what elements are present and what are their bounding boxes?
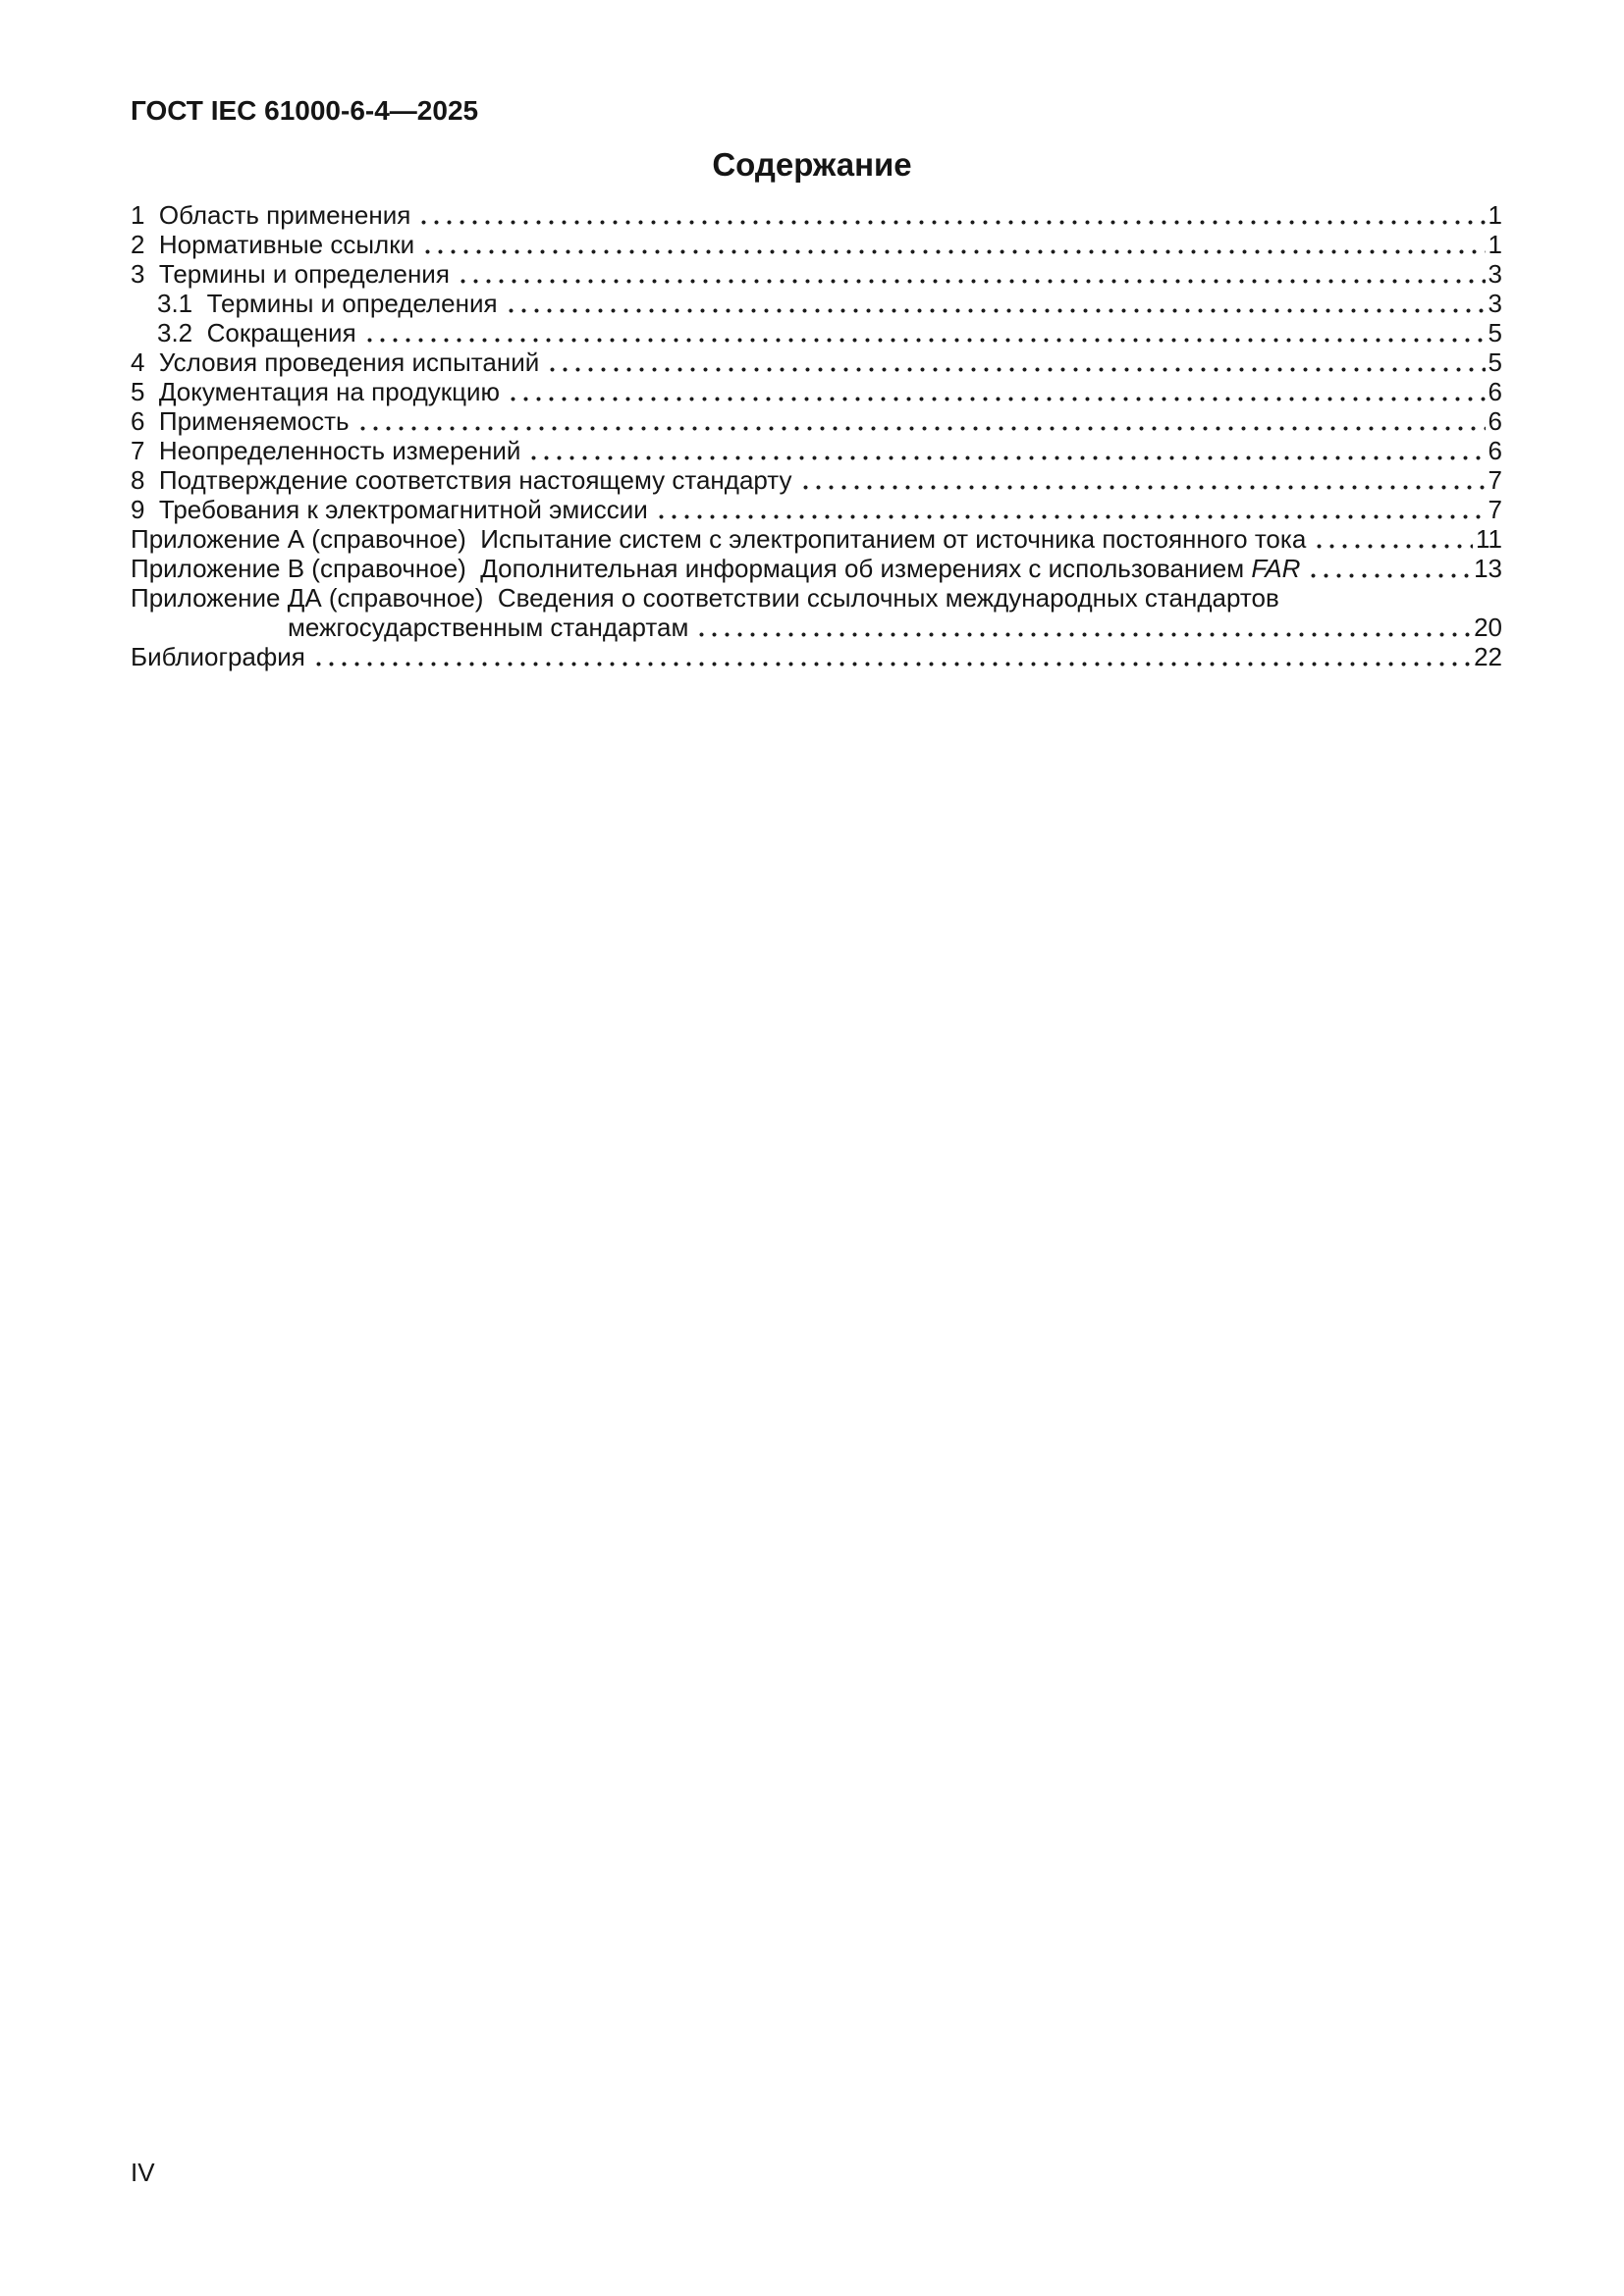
toc-page-number: 6 xyxy=(1488,406,1502,436)
toc-entry-label: 2 Нормативные ссылки xyxy=(131,230,415,259)
toc-entry-label: 3.2 Сокращения xyxy=(157,318,356,347)
toc-leader-dots xyxy=(417,219,1485,226)
toc-leader-dots xyxy=(421,248,1485,255)
toc-leader-dots xyxy=(546,366,1485,373)
toc-entry-label: Приложение А (справочное) Испытание систем с электропитанием от источника постоянного тока xyxy=(131,524,1307,554)
toc-page-number: 11 xyxy=(1476,524,1502,554)
toc-entry-label: 1 Область применения xyxy=(131,200,411,230)
toc-entry xyxy=(131,583,1502,613)
toc-page-number: 6 xyxy=(1488,377,1502,406)
toc-entry-label-text: Приложение В (справочное) Дополнительная информация об измерениях с использованием xyxy=(131,554,1252,583)
toc-entry-label: 4 Условия проведения испытаний xyxy=(131,347,540,377)
toc-entry xyxy=(131,200,1502,230)
toc-leader-dots xyxy=(1307,572,1471,579)
toc-entry-label: 5 Документация на продукцию xyxy=(131,377,501,406)
toc-page-number: 3 xyxy=(1488,289,1502,318)
toc-page-number: 7 xyxy=(1488,495,1502,524)
toc-entry xyxy=(131,377,1502,406)
toc-entry xyxy=(131,642,1502,671)
toc-entry xyxy=(131,289,1502,318)
toc-page-number: 20 xyxy=(1474,613,1502,642)
toc-page-number: 13 xyxy=(1474,554,1502,583)
table-of-contents xyxy=(131,200,1502,671)
toc-leader-dots xyxy=(507,396,1485,402)
toc-entry-label: Библиография xyxy=(131,642,305,671)
toc-leader-dots xyxy=(312,661,1471,667)
toc-entry xyxy=(131,230,1502,259)
toc-entry xyxy=(131,347,1502,377)
toc-entry xyxy=(131,406,1502,436)
toc-leader-dots xyxy=(505,307,1486,314)
page-title: Содержание xyxy=(712,146,912,183)
toc-page-number: 1 xyxy=(1488,230,1502,259)
document-header: ГОСТ IEC 61000-6-4—2025 xyxy=(131,95,479,126)
toc-leader-dots xyxy=(363,337,1486,344)
toc-entry xyxy=(131,436,1502,465)
toc-entry-label: 8 Подтверждение соответствия настоящему стандарту xyxy=(131,465,792,495)
toc-page-number: 7 xyxy=(1488,465,1502,495)
toc-entry xyxy=(131,495,1502,524)
toc-page-number: 5 xyxy=(1488,347,1502,377)
toc-leader-dots xyxy=(356,425,1486,432)
toc-entry-label: 6 Применяемость xyxy=(131,406,350,436)
toc-entry-label: межгосударственным стандартам xyxy=(288,613,689,642)
toc-leader-dots xyxy=(695,631,1471,638)
toc-entry xyxy=(131,259,1502,289)
toc-entry-label: 7 Неопределенность измерений xyxy=(131,436,521,465)
toc-entry xyxy=(131,318,1502,347)
toc-entry-label: 9 Требования к электромагнитной эмиссии xyxy=(131,495,648,524)
toc-leader-dots xyxy=(655,513,1486,520)
toc-page-number: 5 xyxy=(1488,318,1502,347)
toc-entry-label: Приложение ДА (справочное) Сведения о соответствии ссылочных международных стандартов xyxy=(131,583,1279,613)
toc-entry-label: 3.1 Термины и определения xyxy=(157,289,498,318)
toc-entry xyxy=(131,524,1502,554)
toc-leader-dots xyxy=(1313,543,1473,550)
toc-entry-label: 3 Термины и определения xyxy=(131,259,450,289)
toc-entry-label-italic: FAR xyxy=(1251,554,1301,583)
toc-entry-continuation xyxy=(131,613,1502,642)
toc-page-number: 22 xyxy=(1474,642,1502,671)
toc-leader-dots xyxy=(457,278,1486,285)
toc-entry xyxy=(131,554,1502,583)
footer-page-number: IV xyxy=(131,2158,155,2187)
toc-page-number: 1 xyxy=(1488,200,1502,230)
toc-page-number: 6 xyxy=(1488,436,1502,465)
toc-page-number: 3 xyxy=(1488,259,1502,289)
toc-entry-label xyxy=(131,554,1300,583)
toc-entry xyxy=(131,465,1502,495)
toc-leader-dots xyxy=(527,454,1485,461)
toc-leader-dots xyxy=(799,484,1486,491)
